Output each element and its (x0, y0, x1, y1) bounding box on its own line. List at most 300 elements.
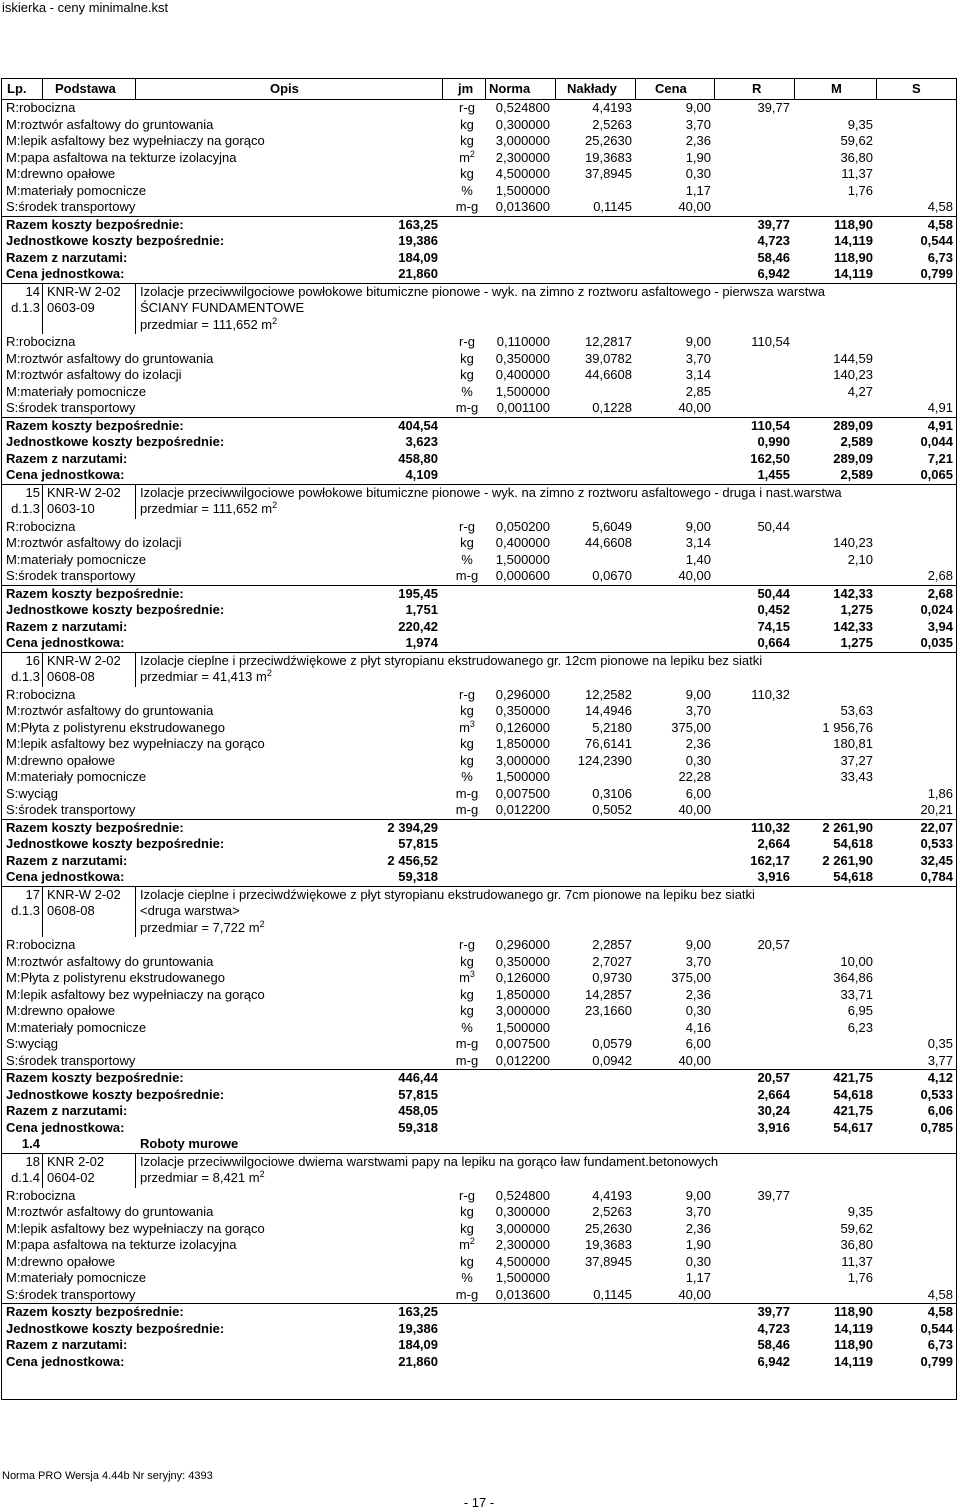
resource-row (2, 970, 956, 987)
totals-labour: 50,44 (757, 585, 790, 601)
resource-row (2, 1036, 956, 1053)
resource-norm: 1,850000 (495, 736, 550, 751)
resource-row (2, 1254, 956, 1271)
totals-value: 220,42 (398, 618, 438, 634)
totals-labour: 110,54 (750, 417, 790, 433)
resource-norm: 0,013600 (495, 199, 550, 214)
position-code: 0604-02 (47, 1170, 95, 1185)
totals-value: 59,318 (398, 1119, 438, 1135)
totals-value: 19,386 (398, 1320, 438, 1336)
resource-description: M:drewno opałowe (6, 166, 116, 181)
resource-norm: 0,126000 (495, 970, 550, 985)
position-description: Izolacje cieplne i przeciwdźwiękowe z płyt styropianu ekstrudowanego gr. 12cm pionowe na lepiku bez siatki (140, 652, 763, 668)
resource-description: R:robocizna (6, 334, 76, 349)
totals-value: 59,318 (398, 869, 438, 884)
resource-norm: 2,300000 (495, 1237, 550, 1252)
section-row (2, 1136, 956, 1153)
resource-row (2, 1237, 956, 1254)
resource-equipment-cost: 3,77 (927, 1052, 953, 1068)
resource-price: 1,90 (685, 1237, 711, 1252)
resource-unit: kg (460, 166, 474, 181)
resource-row (2, 334, 956, 351)
position-code: KNR-W 2-02 (47, 283, 121, 299)
resource-norm: 0,400000 (495, 535, 550, 550)
resource-price: 2,36 (685, 986, 711, 1002)
totals-label: Cena jednostkowa: (6, 1119, 125, 1135)
resource-description: R:robocizna (6, 100, 76, 115)
resource-row (2, 166, 956, 183)
resource-price: 6,00 (685, 785, 711, 801)
totals-row (2, 467, 956, 484)
resource-price: 1,40 (685, 551, 711, 567)
resource-norm: 0,007500 (495, 785, 550, 801)
totals-material: 54,617 (833, 1119, 873, 1135)
resource-norm: 0,350000 (495, 703, 550, 718)
resource-material-cost: 59,62 (840, 133, 873, 148)
resource-description: M:roztwór asfaltowy do izolacji (6, 535, 182, 550)
totals-equipment: 6,06 (927, 1103, 953, 1118)
resource-amount: 12,2817 (585, 334, 632, 349)
resource-amount: 44,6608 (585, 367, 632, 382)
resource-row (2, 519, 956, 536)
resource-price: 9,00 (685, 937, 711, 952)
resource-material-cost: 10,00 (840, 953, 873, 969)
totals-value: 2 394,29 (387, 819, 438, 835)
position-code: 0608-08 (47, 903, 95, 918)
resource-unit: % (461, 1270, 473, 1285)
resource-row (2, 535, 956, 552)
totals-material: 421,75 (833, 1070, 873, 1085)
resource-amount: 14,2857 (585, 986, 632, 1002)
header-opis: Opis (270, 81, 299, 96)
resource-row (2, 117, 956, 134)
resource-unit: kg (460, 703, 474, 718)
totals-labour: 3,916 (757, 869, 790, 884)
totals-label: Jednostkowe koszty bezpośrednie: (6, 836, 225, 851)
totals-material: 1,275 (840, 635, 873, 650)
resource-amount: 0,0579 (592, 1036, 632, 1051)
resource-unit: m-g (455, 568, 479, 583)
resource-price: 2,36 (685, 1220, 711, 1236)
resource-row (2, 384, 956, 401)
totals-material: 14,119 (833, 1353, 873, 1369)
resource-equipment-cost: 20,21 (920, 802, 953, 817)
totals-value: 184,09 (398, 1337, 438, 1352)
resource-material-cost: 11,37 (841, 166, 873, 181)
resource-row (2, 100, 956, 117)
totals-value: 458,05 (398, 1103, 438, 1118)
resource-row (2, 769, 956, 786)
resource-norm: 1,500000 (495, 1019, 550, 1035)
resource-unit: % (461, 383, 473, 399)
resource-row (2, 937, 956, 954)
header-m: M (831, 81, 842, 96)
totals-row (2, 836, 956, 853)
totals-row (2, 635, 956, 652)
resource-price: 40,00 (678, 1286, 711, 1302)
resource-amount: 37,8945 (585, 1253, 632, 1269)
resource-price: 4,16 (685, 1019, 711, 1035)
totals-labour: 3,916 (757, 1119, 790, 1135)
position-description: przedmiar = 41,413 $m^2$ (140, 668, 272, 684)
resource-description: R:robocizna (6, 518, 76, 534)
resource-price: 3,70 (685, 953, 711, 969)
totals-labour: 4,723 (757, 233, 790, 248)
totals-equipment: 7,21 (927, 450, 953, 466)
position-number: 15 (25, 484, 40, 500)
totals-equipment: 4,91 (927, 417, 953, 433)
position-description: przedmiar = 111,652 $m^2$ (140, 500, 278, 516)
resource-row (2, 1003, 956, 1020)
totals-equipment: 0,784 (920, 869, 953, 884)
totals-label: Razem z narzutami: (6, 618, 128, 634)
totals-material: 14,119 (833, 266, 873, 281)
totals-material: 118,90 (833, 1304, 873, 1319)
resource-description: M:lepik asfaltowy bez wypełniaczy na gorąco (6, 1220, 265, 1236)
resource-norm: 3,000000 (495, 752, 550, 768)
totals-label: Jednostkowe koszty bezpośrednie: (6, 602, 225, 617)
resource-norm: 0,012200 (495, 1052, 550, 1068)
resource-equipment-cost: 4,91 (927, 400, 953, 415)
resource-unit: kg (460, 1204, 474, 1219)
resource-amount: 5,2180 (592, 719, 632, 735)
resource-description: M:roztwór asfaltowy do gruntowania (6, 703, 214, 718)
position-header (2, 283, 956, 335)
resource-description: M:roztwór asfaltowy do izolacji (6, 367, 182, 382)
totals-value: 3,623 (405, 434, 438, 449)
resource-unit: kg (460, 953, 474, 969)
position-header (2, 484, 956, 519)
totals-material: 118,90 (833, 1337, 873, 1352)
resource-labour-cost: 50,44 (757, 518, 790, 534)
resource-amount: 0,3106 (592, 785, 632, 801)
totals-material: 289,09 (833, 450, 873, 466)
resource-description: M:drewno opałowe (6, 752, 116, 768)
resource-norm: 4,500000 (495, 166, 550, 181)
software-footer: Norma PRO Wersja 4.44b Nr seryjny: 4393 (2, 1470, 213, 1482)
totals-label: Razem z narzutami: (6, 1337, 128, 1352)
resource-unit: m-g (455, 199, 479, 214)
resource-amount: 0,1145 (593, 199, 632, 214)
resource-price: 9,00 (685, 686, 711, 702)
resource-amount: 0,1145 (593, 1286, 632, 1302)
resource-material-cost: 9,35 (847, 116, 873, 132)
resource-price: 40,00 (678, 1052, 711, 1068)
position-description: Izolacje cieplne i przeciwdźwiękowe z płyt styropianu ekstrudowanego gr. 7cm pionowe na lepiku bez siatki (140, 886, 755, 902)
resource-unit: m-g (455, 785, 479, 801)
resource-description: M:materiały pomocnicze (6, 551, 147, 567)
resource-norm: 0,007500 (495, 1036, 550, 1051)
position-number: 17 (25, 886, 40, 902)
totals-material: 118,90 (833, 216, 873, 232)
totals-label: Cena jednostkowa: (6, 869, 125, 884)
resource-unit: kg (460, 535, 474, 550)
totals-equipment: 6,73 (927, 1337, 953, 1352)
resource-description: M:materiały pomocnicze (6, 383, 147, 399)
resource-norm: 0,013600 (495, 1286, 550, 1302)
totals-labour: 39,77 (757, 216, 790, 232)
totals-labour: 58,46 (757, 249, 790, 265)
resource-norm: 3,000000 (495, 133, 550, 148)
resource-row (2, 1020, 956, 1037)
position-code: KNR 2-02 (47, 1153, 105, 1169)
resource-description: M:lepik asfaltowy bez wypełniaczy na gorąco (6, 736, 265, 751)
resource-norm: 0,400000 (495, 367, 550, 382)
resource-amount: 124,2390 (577, 752, 632, 768)
totals-material: 142,33 (833, 618, 873, 634)
resource-equipment-cost: 4,58 (927, 1286, 953, 1302)
resource-norm: 1,500000 (495, 1270, 550, 1285)
resource-description: M:roztwór asfaltowy do gruntowania (6, 116, 214, 132)
totals-label: Jednostkowe koszty bezpośrednie: (6, 1320, 225, 1336)
resource-unit: r-g (459, 100, 475, 115)
totals-row (2, 250, 956, 267)
totals-labour: 0,452 (757, 602, 790, 617)
resource-row (2, 133, 956, 150)
totals-label: Cena jednostkowa: (6, 1353, 125, 1369)
resource-description: S:środek transportowy (6, 1286, 136, 1302)
resource-norm: 3,000000 (495, 1220, 550, 1236)
header-r: R (752, 81, 762, 96)
resource-labour-cost: 110,54 (751, 334, 790, 349)
resource-unit: % (461, 182, 473, 198)
resource-unit: $m^2$ (459, 1236, 475, 1252)
totals-row (2, 1069, 956, 1087)
totals-equipment: 32,45 (920, 852, 953, 868)
totals-equipment: 4,58 (927, 216, 953, 232)
resource-equipment-cost: 4,58 (927, 199, 953, 214)
resource-description: M:drewno opałowe (6, 1253, 116, 1269)
totals-value: 195,45 (398, 585, 438, 601)
resource-amount: 14,4946 (585, 703, 632, 718)
resource-material-cost: 59,62 (840, 1220, 873, 1236)
totals-equipment: 0,065 (920, 467, 953, 482)
section-title: Roboty murowe (140, 1136, 239, 1151)
resource-amount: 25,2630 (585, 1220, 632, 1236)
resource-description: S:środek transportowy (6, 199, 136, 214)
totals-value: 1,974 (405, 635, 438, 650)
resource-row (2, 720, 956, 737)
resource-amount: 44,6608 (585, 535, 632, 550)
resource-row (2, 1188, 956, 1205)
header-jm: jm (458, 81, 474, 96)
resource-norm: 0,012200 (495, 802, 550, 817)
resource-row (2, 954, 956, 971)
totals-row (2, 417, 956, 435)
resource-price: 9,00 (685, 518, 711, 534)
resource-amount: 76,6141 (585, 736, 632, 751)
resource-material-cost: 1,76 (847, 182, 873, 198)
resource-row (2, 1287, 956, 1304)
resource-material-cost: 1 956,76 (822, 719, 873, 735)
totals-row (2, 434, 956, 451)
resource-amount: 12,2582 (585, 686, 632, 702)
totals-value: 163,25 (398, 216, 438, 232)
resource-norm: 1,500000 (495, 551, 550, 567)
totals-value: 1,751 (405, 602, 438, 617)
position-header (2, 652, 956, 687)
totals-row (2, 869, 956, 886)
totals-equipment: 22,07 (920, 819, 953, 835)
totals-labour: 74,15 (757, 618, 790, 634)
totals-row (2, 1303, 956, 1321)
resource-equipment-cost: 2,68 (927, 568, 953, 583)
resource-norm: 0,001100 (496, 400, 550, 415)
resource-row (2, 987, 956, 1004)
resource-price: 40,00 (678, 802, 711, 817)
resource-norm: 3,000000 (495, 1003, 550, 1018)
resource-row (2, 568, 956, 585)
resource-row (2, 753, 956, 770)
resource-amount: 0,0670 (592, 568, 632, 583)
resource-labour-cost: 110,32 (751, 686, 790, 702)
resource-price: 2,85 (685, 383, 711, 399)
resource-unit: r-g (459, 686, 475, 702)
resource-description: S:wyciąg (6, 785, 59, 801)
totals-equipment: 0,533 (920, 1086, 953, 1102)
resource-material-cost: 2,10 (847, 551, 873, 567)
totals-value: 57,815 (398, 836, 438, 851)
resource-price: 9,00 (685, 100, 711, 115)
resource-description: M:drewno opałowe (6, 1003, 116, 1018)
resource-unit: m-g (455, 400, 479, 415)
position-code: KNR-W 2-02 (47, 886, 121, 902)
resource-price: 3,70 (685, 1204, 711, 1219)
resource-norm: 0,296000 (495, 937, 550, 952)
totals-labour: 58,46 (757, 1337, 790, 1352)
totals-labour: 6,942 (757, 1353, 790, 1369)
totals-row (2, 451, 956, 468)
resource-norm: 0,000600 (495, 568, 550, 583)
totals-labour: 110,32 (750, 819, 790, 835)
totals-labour: 2,664 (757, 1086, 790, 1102)
resource-unit: r-g (459, 334, 475, 349)
document-title: iskierka - ceny minimalne.kst (2, 0, 169, 15)
resource-unit: kg (460, 986, 474, 1002)
totals-label: Razem koszty bezpośrednie: (6, 1070, 184, 1085)
totals-row (2, 853, 956, 870)
totals-row (2, 1120, 956, 1137)
resource-unit: kg (460, 752, 474, 768)
resource-description: S:środek transportowy (6, 400, 136, 415)
resource-norm: 0,126000 (495, 719, 550, 735)
totals-value: 446,44 (398, 1070, 438, 1085)
totals-label: Jednostkowe koszty bezpośrednie: (6, 1086, 225, 1102)
totals-material: 54,618 (833, 1086, 873, 1102)
resource-description: M:papa asfaltowa na tekturze izolacyjna (6, 1237, 237, 1252)
resource-unit: % (461, 1019, 473, 1035)
resource-row (2, 150, 956, 167)
totals-equipment: 4,58 (927, 1304, 953, 1319)
resource-description: R:robocizna (6, 1187, 76, 1203)
resource-amount: 0,9730 (592, 970, 632, 985)
resource-material-cost: 144,59 (833, 350, 873, 366)
page-number: - 17 - (463, 1495, 495, 1510)
resource-material-cost: 33,71 (840, 986, 873, 1002)
totals-value: 19,386 (398, 233, 438, 248)
resource-norm: 0,300000 (495, 116, 550, 132)
totals-labour: 162,50 (750, 450, 790, 466)
resource-norm: 1,500000 (495, 182, 550, 198)
position-number: d.1.3 (11, 501, 40, 516)
totals-material: 54,618 (833, 836, 873, 851)
resource-amount: 2,5263 (592, 1204, 632, 1219)
totals-label: Razem koszty bezpośrednie: (6, 216, 184, 232)
totals-equipment: 0,799 (920, 266, 953, 281)
resource-unit: r-g (459, 518, 475, 534)
resource-price: 1,17 (685, 1270, 711, 1285)
resource-row (2, 1204, 956, 1221)
resource-material-cost: 4,27 (847, 383, 873, 399)
resource-material-cost: 37,27 (840, 752, 873, 768)
position-number: d.1.3 (11, 903, 40, 918)
resource-amount: 2,2857 (592, 937, 632, 952)
totals-material: 1,275 (840, 602, 873, 617)
resource-material-cost: 36,80 (840, 149, 873, 165)
resource-row (2, 802, 956, 819)
resource-description: M:materiały pomocnicze (6, 1270, 147, 1285)
resource-amount: 0,0942 (592, 1052, 632, 1068)
resource-price: 9,00 (685, 1187, 711, 1203)
position-header (2, 1153, 956, 1188)
resource-row (2, 1221, 956, 1238)
resource-material-cost: 9,35 (847, 1204, 873, 1219)
resource-material-cost: 36,80 (840, 1237, 873, 1252)
resource-price: 6,00 (685, 1036, 711, 1051)
resource-description: M:lepik asfaltowy bez wypełniaczy na gorąco (6, 986, 265, 1002)
totals-row (2, 619, 956, 636)
resource-labour-cost: 39,77 (757, 1187, 790, 1203)
position-number: d.1.3 (11, 300, 40, 315)
totals-label: Cena jednostkowa: (6, 635, 125, 650)
totals-equipment: 0,785 (920, 1119, 953, 1135)
resource-price: 40,00 (678, 400, 711, 415)
resource-price: 40,00 (678, 568, 711, 583)
resource-equipment-cost: 0,35 (927, 1036, 953, 1051)
totals-label: Razem z narzutami: (6, 852, 128, 868)
resource-unit: kg (460, 1003, 474, 1018)
position-description: <druga warstwa> (140, 903, 240, 918)
resource-amount: 4,4193 (592, 100, 632, 115)
totals-material: 2 261,90 (822, 852, 873, 868)
resource-material-cost: 180,81 (833, 736, 873, 751)
position-description: Izolacje przeciwwilgociowe powłokowe bitumiczne pionowe - wyk. na zimno z roztworu asfaltowego - druga i nast.warstwa (140, 484, 842, 500)
totals-row (2, 585, 956, 603)
resource-description: M:materiały pomocnicze (6, 769, 147, 784)
resource-row (2, 786, 956, 803)
resource-row (2, 351, 956, 368)
resource-norm: 0,350000 (495, 350, 550, 366)
position-description: przedmiar = 8,421 $m^2$ (140, 1169, 265, 1185)
resource-price: 0,30 (685, 752, 711, 768)
resource-norm: 0,296000 (495, 686, 550, 702)
totals-material: 14,119 (833, 1320, 873, 1336)
resource-price: 3,70 (685, 703, 711, 718)
position-number: 14 (25, 283, 40, 299)
resource-unit: kg (460, 1253, 474, 1269)
totals-labour: 2,664 (757, 836, 790, 851)
totals-value: 458,80 (398, 450, 438, 466)
resource-price: 0,30 (685, 166, 711, 181)
resource-norm: 0,350000 (495, 953, 550, 969)
totals-labour: 39,77 (757, 1304, 790, 1319)
header-norma: Norma (489, 81, 531, 96)
resource-amount: 0,5052 (592, 802, 632, 817)
resource-amount: 4,4193 (592, 1187, 632, 1203)
resource-unit: kg (460, 1220, 474, 1236)
totals-equipment: 3,94 (927, 618, 953, 634)
table-header (2, 79, 956, 100)
